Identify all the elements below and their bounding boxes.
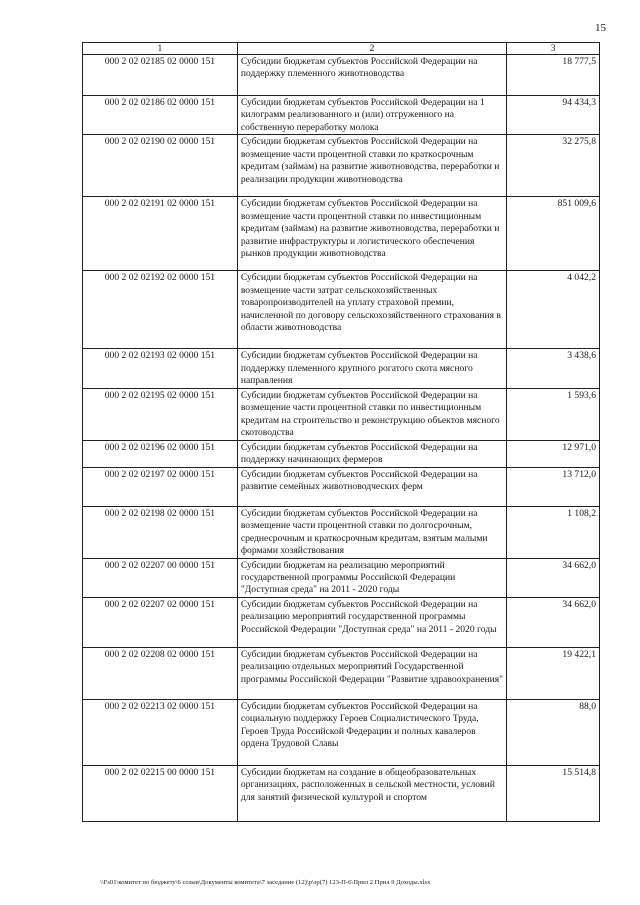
row-name: Субсидии бюджетам субъектов Российской Федерации на поддержку племенного животноводства xyxy=(237,55,506,96)
row-name: Субсидии бюджетам на создание в общеобразовательных организациях, расположенных в сельской местности, условий для занятий физической культурой и спортом xyxy=(237,765,506,821)
row-name: Субсидии бюджетам субъектов Российской Федерации на поддержку племенного крупного рогатого скота мясного направления xyxy=(237,349,506,388)
row-amount: 3 438,6 xyxy=(507,349,600,388)
table-row xyxy=(83,765,600,821)
row-code: 000 2 02 02208 02 0000 151 xyxy=(83,647,238,699)
file-path-footer: \\Fs01\комитет по бюджету\6 созыв\Документы комитета\7 заседание (12)\р\зр(7) 123-П-6\Прил 2 Прил 9 Доходы.xlsx xyxy=(100,879,431,886)
row-amount: 32 275,8 xyxy=(507,135,600,197)
row-name: Субсидии бюджетам субъектов Российской Федерации на возмещение части затрат сельскохозяйственных товаропроизводителей на уплату страховой премии, начисленной по договору сельскохозяйственного страхования в области животноводства xyxy=(237,271,506,349)
table-row xyxy=(83,440,600,467)
row-amount: 851 009,6 xyxy=(507,197,600,271)
row-amount: 19 422,1 xyxy=(507,647,600,699)
column-header-code: 1 xyxy=(83,43,238,55)
row-amount: 1 108,2 xyxy=(507,506,600,558)
row-amount: 4 042,2 xyxy=(507,271,600,349)
table-row xyxy=(83,506,600,558)
table-body xyxy=(83,55,600,822)
table-row xyxy=(83,597,600,647)
table-row xyxy=(83,467,600,506)
table-row xyxy=(83,55,600,96)
row-name: Субсидии бюджетам субъектов Российской Федерации на возмещение части процентной ставки по инвестиционным кредитам на строительство и реконструкцию объектов мясного скотоводства xyxy=(237,388,506,440)
column-header-name: 2 xyxy=(237,43,506,55)
row-name: Субсидии бюджетам субъектов Российской Федерации на социальную поддержку Героев Социалистического Труда, Героев Труда Российской Федерации и полных кавалеров ордена Трудовой Славы xyxy=(237,699,506,765)
row-code: 000 2 02 02207 00 0000 151 xyxy=(83,558,238,597)
table-row xyxy=(83,647,600,699)
table-header-row xyxy=(83,43,600,55)
table-row xyxy=(83,699,600,765)
row-amount: 34 662,0 xyxy=(507,558,600,597)
row-amount: 15 514,8 xyxy=(507,765,600,821)
row-amount: 1 593,6 xyxy=(507,388,600,440)
row-name: Субсидии бюджетам субъектов Российской Федерации на реализацию отдельных мероприятий Государственной программы Российской Федерации "Развитие здравоохранения" xyxy=(237,647,506,699)
table-row xyxy=(83,135,600,197)
row-code: 000 2 02 02197 02 0000 151 xyxy=(83,467,238,506)
row-name: Субсидии бюджетам субъектов Российской Федерации на возмещение части процентной ставки по долгосрочным, среднесрочным и краткосрочным кредитам, взятым малыми формами хозяйствования xyxy=(237,506,506,558)
row-name: Субсидии бюджетам субъектов Российской Федерации на реализацию мероприятий государственной программы Российской Федерации "Доступная среда" на 2011 - 2020 годы xyxy=(237,597,506,647)
row-amount: 18 777,5 xyxy=(507,55,600,96)
row-name: Субсидии бюджетам субъектов Российской Федерации на поддержку начинающих фермеров xyxy=(237,440,506,467)
row-name: Субсидии бюджетам субъектов Российской Федерации на возмещение части процентной ставки по инвестиционным кредитам (займам) на развитие животноводства, переработки и развитие инфраструктуры и логистического обеспечения рынков продукции животноводства xyxy=(237,197,506,271)
row-code: 000 2 02 02186 02 0000 151 xyxy=(83,96,238,135)
row-code: 000 2 02 02207 02 0000 151 xyxy=(83,597,238,647)
row-amount: 88,0 xyxy=(507,699,600,765)
row-code: 000 2 02 02215 00 0000 151 xyxy=(83,765,238,821)
column-header-amount: 3 xyxy=(507,43,600,55)
table-row xyxy=(83,96,600,135)
row-amount: 12 971,0 xyxy=(507,440,600,467)
row-name: Субсидии бюджетам субъектов Российской Федерации на 1 килограмм реализованного и (или) отгруженного на собственную переработку молока xyxy=(237,96,506,135)
table-row xyxy=(83,197,600,271)
row-code: 000 2 02 02192 02 0000 151 xyxy=(83,271,238,349)
row-amount: 13 712,0 xyxy=(507,467,600,506)
row-name: Субсидии бюджетам субъектов Российской Федерации на возмещение части процентной ставки по краткосрочным кредитам (займам) на развитие животноводства, переработки и реализации продукции животноводства xyxy=(237,135,506,197)
row-amount: 34 662,0 xyxy=(507,597,600,647)
table-row xyxy=(83,349,600,388)
row-code: 000 2 02 02196 02 0000 151 xyxy=(83,440,238,467)
row-code: 000 2 02 02198 02 0000 151 xyxy=(83,506,238,558)
table-row xyxy=(83,558,600,597)
income-table xyxy=(82,42,600,822)
page-number: 15 xyxy=(595,22,606,34)
table-row xyxy=(83,388,600,440)
row-amount: 94 434,3 xyxy=(507,96,600,135)
row-code: 000 2 02 02185 02 0000 151 xyxy=(83,55,238,96)
row-code: 000 2 02 02195 02 0000 151 xyxy=(83,388,238,440)
row-name: Субсидии бюджетам на реализацию мероприятий государственной программы Российской Федерации "Доступная среда" на 2011 - 2020 годы xyxy=(237,558,506,597)
table-row xyxy=(83,271,600,349)
row-code: 000 2 02 02193 02 0000 151 xyxy=(83,349,238,388)
row-code: 000 2 02 02213 02 0000 151 xyxy=(83,699,238,765)
row-name: Субсидии бюджетам субъектов Российской Федерации на развитие семейных животноводческих ферм xyxy=(237,467,506,506)
row-code: 000 2 02 02190 02 0000 151 xyxy=(83,135,238,197)
row-code: 000 2 02 02191 02 0000 151 xyxy=(83,197,238,271)
